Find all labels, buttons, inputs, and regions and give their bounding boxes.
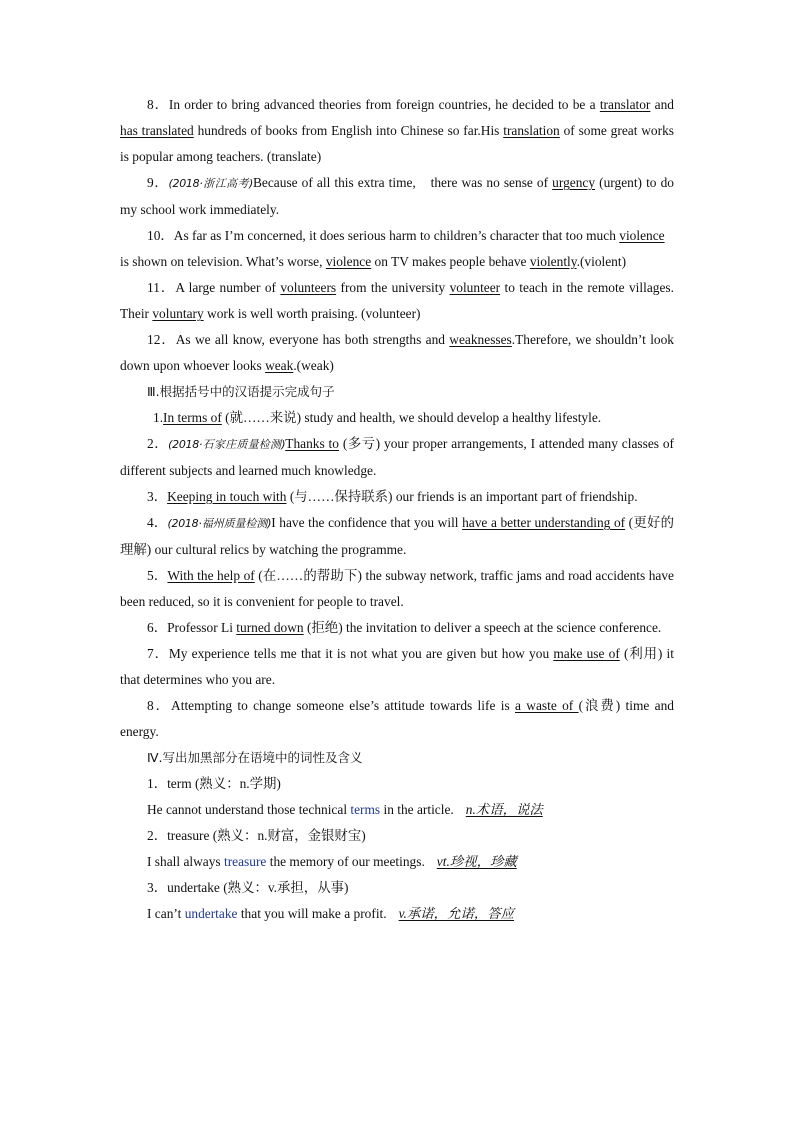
answer-blank: urgency [552, 175, 596, 190]
answer-blank: weak [265, 358, 294, 373]
vocab-item [120, 771, 674, 823]
answer-blank: Keeping in touch with [167, 489, 287, 504]
answer-blank: volunteers [280, 280, 337, 295]
answer-blank: violence [325, 254, 372, 269]
vocab-sentence: I can’t undertake that you will make a profit. v.承诺，允诺，答应 [120, 901, 674, 927]
vocab-item [120, 875, 674, 927]
answer-blank: has translated [120, 123, 194, 138]
source-tag: (2018·石家庄质量检测) [168, 438, 286, 451]
vocab-head: 3．undertake (熟义：v.承担，从事) [147, 880, 349, 895]
answer-blank: a waste of [515, 698, 579, 713]
answer-blank: have a better understanding of [462, 515, 626, 530]
answer-blank: In terms of [163, 410, 222, 425]
vocab-head: 1．term (熟义：n.学期) [147, 776, 281, 791]
section-heading: Ⅲ.根据括号中的汉语提示完成句子 [147, 384, 335, 399]
exercise-item-10: 10．As far as I’m concerned, it does serious harm to children’s character that too much violence is shown on television. What’s worse, violence on TV makes people behave violently.(violent) [120, 228, 678, 269]
exercise-item-3: 3．Keeping in touch with (与……保持联系) our friends is an important part of friendship. [147, 489, 638, 504]
exercise-item-12: 12．As we all know, everyone has both strengths and weaknesses.Therefore, we shouldn’t look down upon whoever looks weak.(weak) [120, 332, 675, 373]
answer-blank: vt.珍视，珍藏 [436, 854, 517, 869]
vocab-item [120, 823, 674, 875]
answer-blank: translator [599, 97, 651, 112]
answer-blank: voluntary [152, 306, 204, 321]
exercise-item-8: 8．In order to bring advanced theories from foreign countries, he decided to be a translator and has translated hundreds of books from English into Chinese so far.His translation of some great works is popular among teachers. (translate) [120, 97, 674, 164]
answer-blank: volunteer [449, 280, 501, 295]
answer-blank: n.术语，说法 [465, 802, 543, 817]
answer-blank: Thanks to [285, 436, 339, 451]
exercise-item-11: 11．A large number of volunteers from the university volunteer to teach in the remote villages. Their voluntary work is well worth praising. (volunteer) [120, 280, 674, 321]
answer-blank: make use of [553, 646, 620, 661]
exercise-item-5: 5．With the help of (在……的帮助下) the subway network, traffic jams and road accidents have been reduced, so it is convenient for people to travel. [120, 568, 674, 609]
vocab-sentence: He cannot understand those technical terms in the article. n.术语，说法 [120, 797, 674, 823]
exercise-item-1: 1.In terms of (就……来说) study and health, we should develop a healthy lifestyle. [153, 410, 602, 425]
exercise-item-8: 8．Attempting to change someone else’s attitude towards life is a waste of (浪费) time and energy. [120, 698, 674, 739]
answer-blank: violence [619, 228, 665, 243]
highlighted-word: undertake [184, 906, 238, 921]
exercise-item-2: 2．(2018·石家庄质量检测)Thanks to (多亏) your proper arrangements, I attended many classes of different subjects and learned much knowledge. [120, 436, 675, 478]
answer-blank: violently [529, 254, 577, 269]
answer-blank: translation [503, 123, 560, 138]
document-page [120, 92, 678, 927]
exercise-item-9: 9．(2018·浙江高考)Because of all this extra time, there was no sense of urgency (urgent) to do my school work immediately. [120, 175, 674, 217]
exercise-item-4: 4．(2018·福州质量检测)I have the confidence that you will have a better understanding of (更好的理解) our cultural relics by watching the programme. [120, 515, 674, 557]
vocab-sentence: I shall always treasure the memory of our meetings. vt.珍视，珍藏 [120, 849, 674, 875]
highlighted-word: terms [350, 802, 381, 817]
highlighted-word: treasure [223, 854, 267, 869]
source-tag: (2018·福州质量检测) [167, 517, 272, 530]
answer-blank: With the help of [167, 568, 255, 583]
source-tag: (2018·浙江高考) [168, 177, 253, 190]
answer-blank: v.承诺，允诺，答应 [398, 906, 515, 921]
answer-blank: weaknesses [449, 332, 512, 347]
answer-blank: turned down [236, 620, 304, 635]
exercise-item-7: 7．My experience tells me that it is not what you are given but how you make use of (利用) it that determines who you are. [120, 646, 674, 687]
vocab-head: 2．treasure (熟义：n.财富，金银财宝) [147, 828, 366, 843]
exercise-item-6: 6．Professor Li turned down (拒绝) the invitation to deliver a speech at the science conference. [147, 620, 662, 635]
section-heading: Ⅳ.写出加黑部分在语境中的词性及含义 [147, 750, 363, 765]
